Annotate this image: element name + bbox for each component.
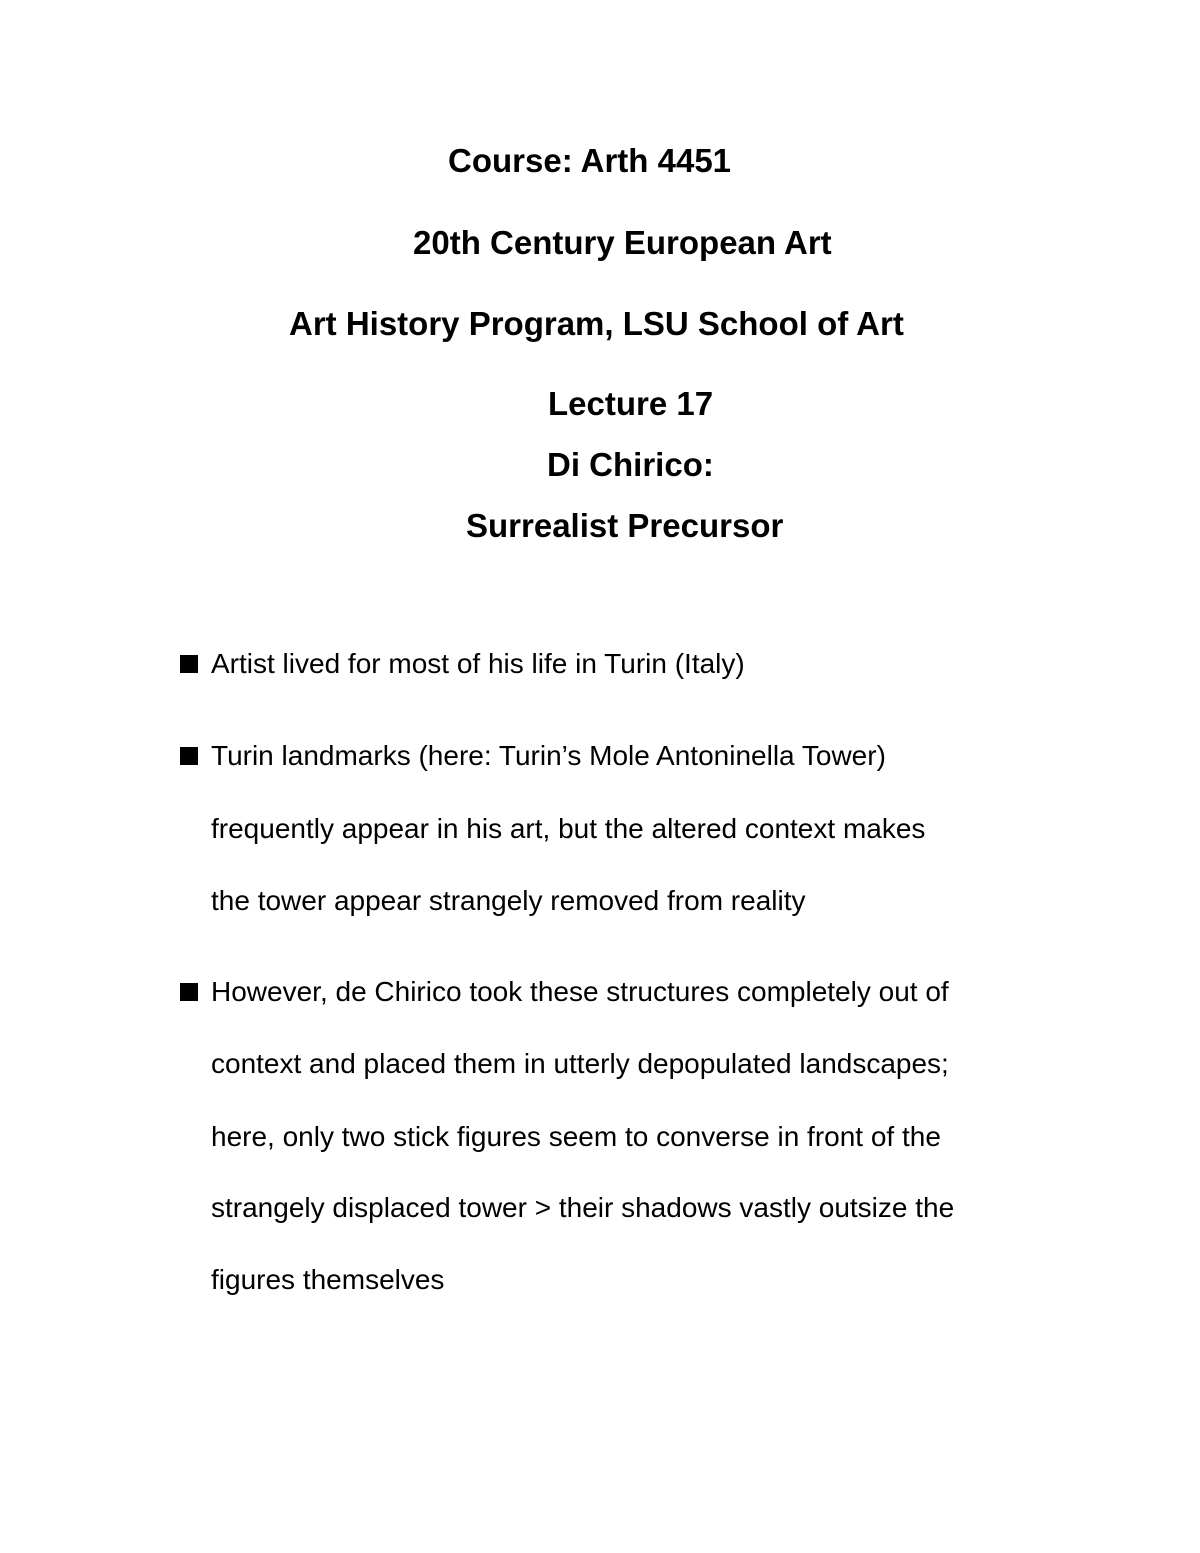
bullet-line: the tower appear strangely removed from reality <box>211 885 806 916</box>
bullet-line: context and placed them in utterly depopulated landscapes; <box>211 1048 949 1079</box>
bullet-line: However, de Chirico took these structures completely out of <box>211 976 949 1007</box>
course-code: Course: Arth 4451 <box>448 142 732 179</box>
program-name: Art History Program, LSU School of Art <box>289 305 904 342</box>
square-bullet-icon <box>180 747 198 765</box>
lecture-number: Lecture 17 <box>548 385 714 422</box>
lecture-topic: Di Chirico: <box>547 446 714 483</box>
course-title: 20th Century European Art <box>413 224 832 261</box>
square-bullet-icon <box>180 655 198 673</box>
bullet-line: Turin landmarks (here: Turin’s Mole Antoninella Tower) <box>211 740 886 771</box>
bullet-line: frequently appear in his art, but the altered context makes <box>211 813 926 844</box>
bullet-line: Artist lived for most of his life in Turin (Italy) <box>211 648 745 679</box>
bullet-line: here, only two stick figures seem to converse in front of the <box>211 1121 941 1152</box>
lecture-subtitle: Surrealist Precursor <box>466 507 784 544</box>
bullet-line: strangely displaced tower > their shadows vastly outsize the <box>211 1192 955 1223</box>
bullet-line: figures themselves <box>211 1264 445 1295</box>
square-bullet-icon <box>180 983 198 1001</box>
